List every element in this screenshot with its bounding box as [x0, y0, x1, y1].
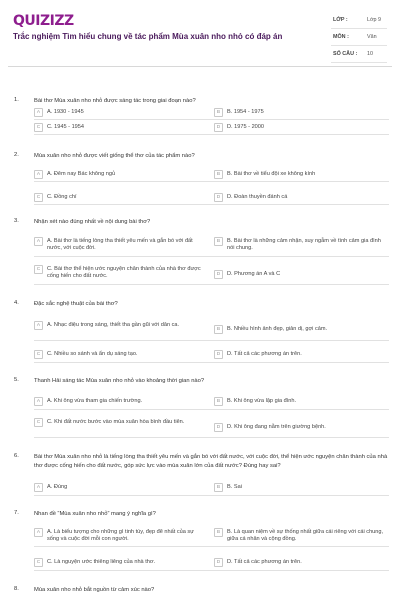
- option-a[interactable]: [34, 527, 204, 543]
- question-number: 2.: [14, 152, 19, 158]
- option-letter-badge: C: [34, 350, 43, 359]
- option-a[interactable]: [34, 236, 204, 252]
- option-letter-badge: C: [34, 558, 43, 567]
- option-a[interactable]: [34, 482, 204, 492]
- option-letter-badge: D: [214, 270, 223, 279]
- option-text: A. Nhạc điệu trong sáng, thiết tha gần gũi với dân ca.: [47, 322, 180, 328]
- question-text: Nhận xét nào đúng nhất về nội dung bài thơ?: [34, 219, 151, 225]
- option-text: C. Nhiều so sánh và ẩn dụ sáng tạo.: [47, 351, 138, 357]
- header-divider: [8, 66, 392, 67]
- option-d[interactable]: [214, 122, 389, 132]
- quizizz-logo: QUIZIZZ: [13, 13, 74, 29]
- option-letter-badge: D: [214, 193, 223, 202]
- option-letter-badge: C: [34, 265, 43, 274]
- question-number: 3.: [14, 218, 19, 224]
- option-a[interactable]: [34, 169, 204, 179]
- option-c[interactable]: [34, 349, 204, 359]
- meta-key: SỐ CÂU :: [333, 51, 358, 57]
- question-number: 7.: [14, 510, 19, 516]
- option-b[interactable]: [214, 169, 389, 179]
- option-text: A. Bài thơ là tiếng lòng tha thiết yêu mến và gắn bó với đất nước, với cuộc đời.: [47, 238, 193, 251]
- option-letter-badge: A: [34, 483, 43, 492]
- question-text: Bài thơ Mùa xuân nho nhỏ là tiếng lòng tha thiết yêu mến và gắn bó với đất nước, với cuộc đời, thể hiện ước nguyện chân thành của nhà thơ được cống hiến cho đất nước, góp sức lực vào mùa xuân lớn của đất nước? Đúng hay sai?: [34, 454, 388, 469]
- option-divider: [34, 570, 389, 571]
- meta-row-subject: [331, 29, 387, 46]
- option-c[interactable]: [34, 122, 204, 132]
- meta-value: 10: [367, 51, 373, 57]
- option-letter-badge: B: [214, 170, 223, 179]
- option-text: A. Đúng: [47, 484, 68, 490]
- option-d[interactable]: [214, 349, 389, 359]
- option-letter-badge: D: [214, 423, 223, 432]
- option-divider: [34, 437, 389, 438]
- option-text: C. 1945 - 1954: [47, 124, 85, 130]
- option-d[interactable]: [214, 422, 389, 432]
- option-text: D. Tất cả các phương án trên.: [227, 559, 302, 565]
- option-letter-badge: D: [214, 350, 223, 359]
- option-a[interactable]: [34, 107, 204, 117]
- option-divider: [34, 546, 389, 547]
- option-letter-badge: B: [214, 483, 223, 492]
- option-text: D. 1975 - 2000: [227, 124, 265, 130]
- option-text: D. Tất cả các phương án trên.: [227, 351, 302, 357]
- question-number: 5.: [14, 377, 19, 383]
- option-text: D. Phương án A và C: [227, 271, 281, 277]
- option-c[interactable]: [34, 557, 204, 567]
- option-letter-badge: B: [214, 325, 223, 334]
- option-b[interactable]: [214, 527, 389, 543]
- question-number: 1.: [14, 97, 19, 103]
- option-text: D. Đoàn thuyền đánh cá: [227, 194, 288, 200]
- option-text: D. Khi ông đang nằm trên giường bệnh.: [227, 424, 326, 430]
- option-letter-badge: D: [214, 558, 223, 567]
- option-divider: [34, 340, 389, 341]
- option-letter-badge: D: [214, 123, 223, 132]
- option-divider: [34, 362, 389, 363]
- option-text: B. Là quan niệm về sự thống nhất giữa cái riêng với cái chung, giữa cá nhân và cộng đồng.: [227, 529, 384, 542]
- option-letter-badge: C: [34, 123, 43, 132]
- option-c[interactable]: [34, 264, 204, 280]
- option-letter-badge: C: [34, 418, 43, 427]
- meta-row-grade: [331, 12, 387, 29]
- meta-value: Lớp 9: [367, 17, 382, 23]
- option-b[interactable]: [214, 107, 389, 117]
- option-letter-badge: A: [34, 528, 43, 537]
- option-divider: [34, 119, 389, 120]
- option-a[interactable]: [34, 320, 204, 330]
- option-d[interactable]: [214, 557, 389, 567]
- option-letter-badge: A: [34, 108, 43, 117]
- option-c[interactable]: [34, 417, 204, 427]
- question-text: Mùa xuân nho nhỏ bắt nguồn từ cảm xúc nào?: [34, 587, 155, 593]
- worksheet-meta: [331, 12, 387, 63]
- question-number: 8.: [14, 586, 19, 592]
- option-divider: [34, 495, 389, 496]
- option-text: C. Đồng chí: [47, 194, 77, 200]
- option-text: B. Khi ông vừa lập gia đình.: [227, 398, 297, 404]
- option-letter-badge: A: [34, 170, 43, 179]
- option-letter-badge: B: [214, 397, 223, 406]
- option-divider: [34, 204, 389, 205]
- question-text: Đặc sắc nghệ thuật của bài thơ?: [34, 301, 118, 307]
- option-letter-badge: B: [214, 528, 223, 537]
- meta-key: MÔN :: [333, 34, 349, 40]
- option-text: A. 1930 - 1945: [47, 109, 84, 115]
- option-text: B. Nhiều hình ảnh đẹp, giản dị, gợi cảm.: [227, 326, 328, 332]
- option-letter-badge: B: [214, 237, 223, 246]
- option-b[interactable]: [214, 396, 389, 406]
- option-text: B. Bài thơ về tiểu đội xe không kính: [227, 171, 316, 177]
- option-text: A. Đêm nay Bác không ngủ: [47, 171, 116, 177]
- question-number: 4.: [14, 300, 19, 306]
- option-b[interactable]: [214, 236, 389, 252]
- option-text: C. Khi đất nước bước vào mùa xuân hòa bình đầu tiên.: [47, 419, 185, 425]
- option-divider: [34, 256, 389, 257]
- option-letter-badge: C: [34, 193, 43, 202]
- option-d[interactable]: [214, 269, 389, 279]
- option-b[interactable]: [214, 482, 389, 492]
- option-text: B. Bài thơ là những cảm nhận, suy ngẫm về tình cảm gia đình nói chung.: [227, 238, 381, 251]
- option-c[interactable]: [34, 192, 204, 202]
- meta-row-count: [331, 46, 387, 63]
- question-number: 6.: [14, 453, 19, 459]
- option-text: A. Là biểu tượng cho những gì tinh túy, đẹp đẽ nhất của sự sống và cuộc đời mỗi con người.: [47, 529, 194, 542]
- option-b[interactable]: [214, 324, 389, 334]
- question-text: Mùa xuân nho nhỏ được viết giống thể thơ của tác phẩm nào?: [34, 153, 195, 159]
- option-text: A. Khi ông vừa tham gia chiến trường.: [47, 398, 143, 404]
- option-letter-badge: A: [34, 237, 43, 246]
- option-text: B. Sai: [227, 484, 242, 490]
- option-letter-badge: A: [34, 397, 43, 406]
- worksheet-header: [0, 0, 400, 64]
- option-text: C. Bài thơ thể hiện ước nguyện chân thành của nhà thơ được cống hiến cho đất nước.: [47, 266, 201, 279]
- option-a[interactable]: [34, 396, 204, 406]
- option-divider: [34, 181, 389, 182]
- question-text: Thanh Hải sáng tác Mùa xuân nho nhỏ vào khoảng thời gian nào?: [34, 378, 205, 384]
- question-text: Bài thơ Mùa xuân nho nhỏ được sáng tác trong giai đoạn nào?: [34, 98, 196, 104]
- option-letter-badge: B: [214, 108, 223, 117]
- meta-key: LỚP :: [333, 17, 348, 23]
- option-text: B. 1954 - 1975: [227, 109, 264, 115]
- option-text: C. Là nguyện ước thiêng liêng của nhà thơ.: [47, 559, 156, 565]
- question-text: Nhan đề “Mùa xuân nho nhỏ” mang ý nghĩa gì?: [34, 511, 156, 517]
- meta-value: Văn: [367, 34, 377, 40]
- worksheet-title: Trắc nghiệm Tìm hiểu chung về tác phẩm Mùa xuân nho nhỏ có đáp án: [13, 32, 283, 41]
- option-letter-badge: A: [34, 321, 43, 330]
- option-divider: [34, 134, 389, 135]
- option-divider: [34, 409, 389, 410]
- option-d[interactable]: [214, 192, 389, 202]
- option-divider: [34, 284, 389, 285]
